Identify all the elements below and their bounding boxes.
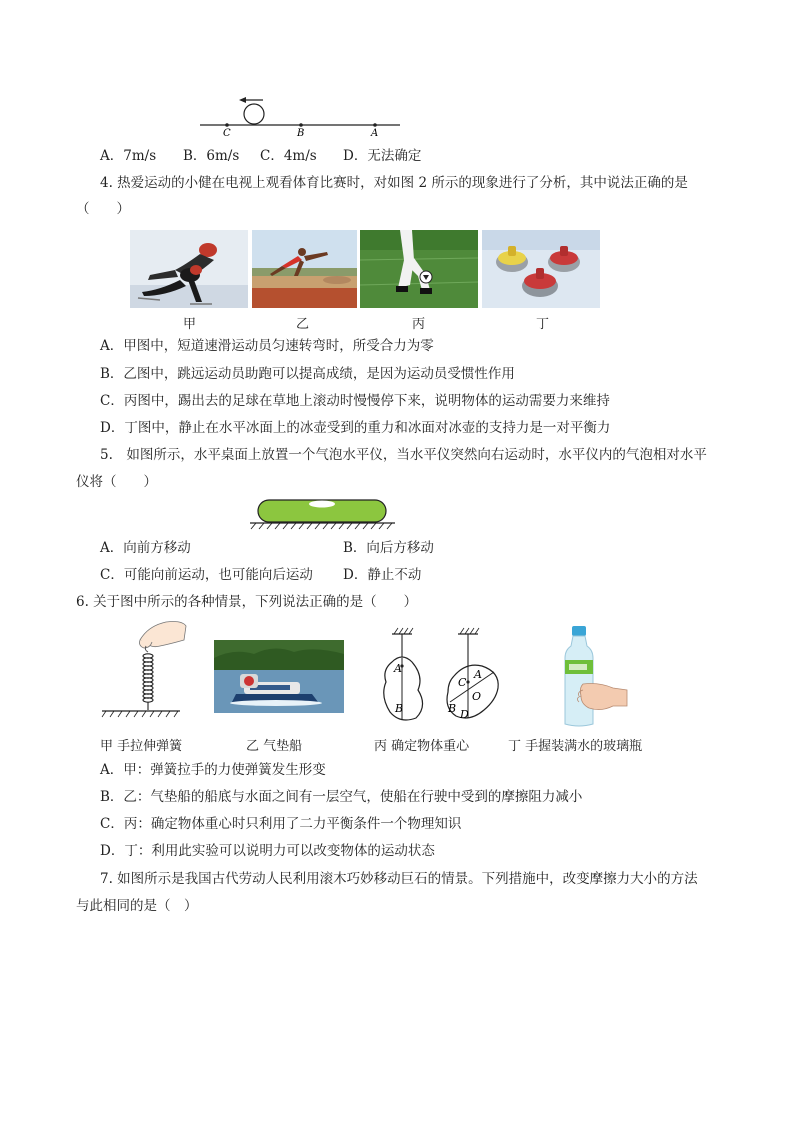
q4-stem-line2: （ ） (76, 201, 130, 217)
q4-caption-bing: 丙 (412, 317, 426, 332)
q6-caption-ding: 丁 手握装满水的玻璃瓶 (508, 739, 643, 754)
label-a1: A (394, 662, 402, 675)
point-c-label: C (223, 128, 231, 139)
q4-caption-yi: 乙 (296, 317, 310, 332)
q4-photo-football (360, 230, 478, 308)
q5-option-a: A．向前方移动 (100, 540, 191, 556)
q3-option-a: A．7m/s (100, 148, 157, 164)
q3-option-d: D．无法确定 (343, 148, 422, 164)
q5-option-d: D．静止不动 (343, 567, 422, 583)
q6-figure-spring (100, 618, 192, 718)
q7-stem-line1: 7. 如图所示是我国古代劳动人民利用滚木巧妙移动巨石的情景。下列措施中，改变摩擦力大小的方法 (100, 871, 698, 887)
q4-caption-jia: 甲 (183, 317, 197, 332)
q4-photo-curling (482, 230, 600, 308)
q4-option-d: D．丁图中，静止在水平冰面上的冰壶受到的重力和冰面对冰壶的支持力是一对平衡力 (100, 420, 611, 436)
point-a-label: A (371, 128, 379, 139)
q4-option-b: B．乙图中，跳远运动员助跑可以提高成绩，是因为运动员受惯性作用 (100, 366, 515, 382)
spring (143, 654, 153, 710)
q4-stem-line1: 4. 热爱运动的小健在电视上观看体育比赛时，对如图 2 所示的现象进行了分析，其中说法正确的是 (100, 175, 688, 191)
air-bubble (309, 501, 335, 508)
q3-option-b: B．6m/s (183, 148, 240, 164)
point-b-label: B (297, 128, 305, 139)
label-b1: B (395, 702, 404, 715)
q6-photo-hovercraft (214, 640, 344, 713)
q3-option-c: C．4m/s (260, 148, 317, 164)
label-c2: C (458, 676, 467, 689)
hand-icon (580, 684, 627, 710)
q3-ball-figure (195, 92, 405, 140)
q6-stem: 6. 关于图中所示的各种情景，下列说法正确的是（ ） (76, 594, 418, 610)
q6-option-b: B．乙：气垫船的船底与水面之间有一层空气，使船在行驶中受到的摩擦阻力减小 (100, 789, 583, 805)
q5-stem-line2: 仪将（ ） (76, 474, 157, 490)
arrow-head-icon (239, 97, 246, 103)
label-o2: O (472, 690, 482, 703)
q6-figure-center-of-gravity (370, 626, 510, 726)
q6-option-d: D．丁：利用此实验可以说明力可以改变物体的运动状态 (100, 843, 435, 859)
q6-option-c: C．丙：确定物体重心时只利用了二力平衡条件一个物理知识 (100, 816, 462, 832)
label-b2: B (448, 702, 457, 715)
q6-caption-jia: 甲 手拉伸弹簧 (100, 739, 183, 754)
q5-stem-line1: 5. 如图所示，水平桌面上放置一个气泡水平仪，当水平仪突然向右运动时，水平仪内的气泡相对水平 (100, 447, 707, 463)
q4-option-a: A．甲图中，短道速滑运动员匀速转弯时，所受合力为零 (100, 338, 434, 354)
q5-bubble-level-figure (250, 496, 395, 532)
q6-caption-bing: 丙 确定物体重心 (374, 739, 470, 754)
q6-caption-yi: 乙 气垫船 (246, 739, 303, 754)
q4-option-c: C．丙图中，踢出去的足球在草地上滚动时慢慢停下来，说明物体的运动需要力来维持 (100, 393, 610, 409)
q4-caption-ding: 丁 (536, 317, 550, 332)
q4-photo-long-jump (252, 230, 357, 308)
q4-photo-speed-skating (130, 230, 248, 308)
q7-stem-line2: 与此相同的是（ ） (76, 898, 198, 914)
q5-option-c: C．可能向前运动，也可能向后运动 (100, 567, 313, 583)
q5-option-b: B．向后方移动 (343, 540, 434, 556)
q6-figure-water-bottle (555, 624, 630, 728)
q6-option-a: A．甲：弹簧拉手的力使弹簧发生形变 (100, 762, 326, 778)
label-d2: D (460, 708, 469, 721)
ball (244, 104, 264, 124)
label-a2: A (474, 668, 482, 681)
